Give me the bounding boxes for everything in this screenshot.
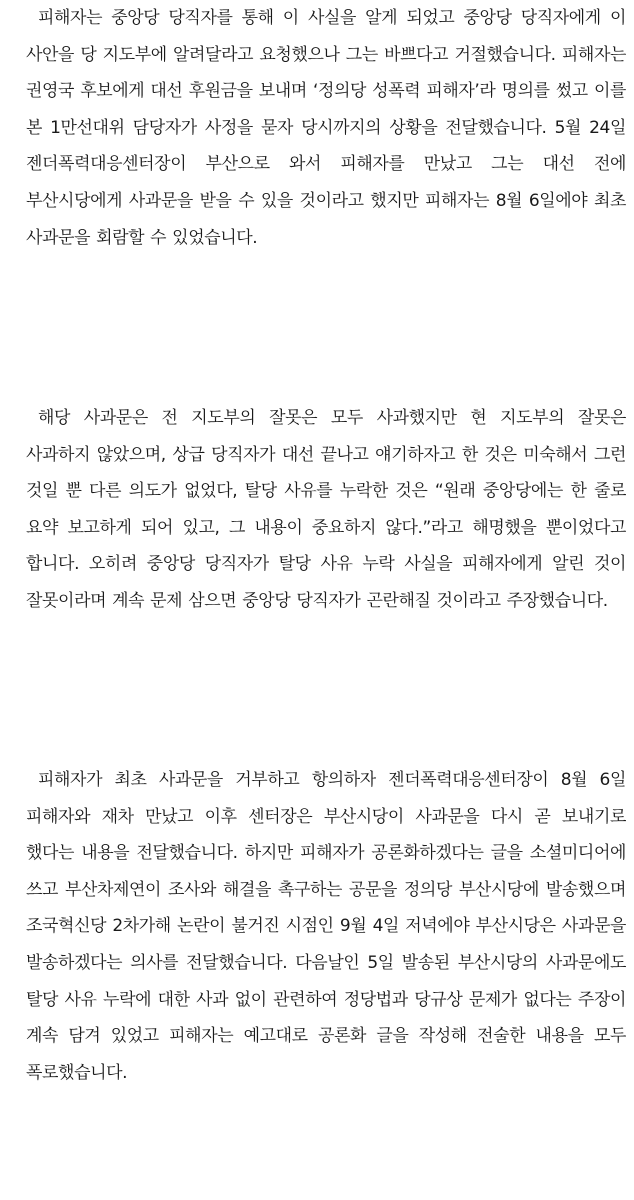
paragraph-2: 해당 사과문은 전 지도부의 잘못은 모두 사과했지만 현 지도부의 잘못은 사과하지 않았으며, 상급 당직자가 대선 끝나고 얘기하자고 한 것은 미숙해서 그런 것일 뿐 다른 의도가 없었다, 탈당 사유를 누락한 것은 “원래 중앙당에는 한 줄로 요약 보고하게 되어 있고, 그 내용이 중요하지 않다.”라고 해명했을 뿐이었다고 합니다. 오히려 중앙당 당직자가 탈당 사유 누락 사실을 피해자에게 알린 것이 잘못이라며 계속 문제 삼으면 중앙당 당직자가 곤란해질 것이라고 주장했습니다. [26, 408, 626, 611]
paragraph-3: 피해자가 최초 사과문을 거부하고 항의하자 젠더폭력대응센터장이 8월 6일 피해자와 재차 만났고 이후 센터장은 부산시당이 사과문을 다시 곧 보내기로 했다는 내용을 전달했습니다. 하지만 피해자가 공론화하겠다는 글을 소셜미디어에 쓰고 부산차제연이 조사와 해결을 촉구하는 공문을 정의당 부산시당에 발송했으며 조국혁신당 2차가해 논란이 불거진 시점인 9월 4일 저녁에야 부산시당은 사과문을 발송하겠다는 의사를 전달했습니다. 다음날인 5일 발송된 부산시당의 사과문에도 탈당 사유 누락에 대한 사과 없이 관련하여 정당법과 당규상 문제가 없다는 주장이 계속 담겨 있었고 피해자는 예고대로 공론화 글을 작성해 전술한 내용을 모두 폭로했습니다. [26, 770, 626, 1083]
paragraph-1: 피해자는 중앙당 당직자를 통해 이 사실을 알게 되었고 중앙당 당직자에게 이 사안을 당 지도부에 알려달라고 요청했으나 그는 바쁘다고 거절했습니다. 피해자는 권영국 후보에게 대선 후원금을 보내며 ‘정의당 성폭력 피해자’라 명의를 썼고 이를 본 1만선대위 담당자가 사정을 묻자 당시까지의 상황을 전달했습니다. 5월 24일 젠더폭력대응센터장이 부산으로 와서 피해자를 만났고 그는 대선 전에 부산시당에게 사과문을 받을 수 있을 것이라고 했지만 피해자는 8월 6일에야 최초 사과문을 회람할 수 있었습니다. [26, 8, 626, 248]
